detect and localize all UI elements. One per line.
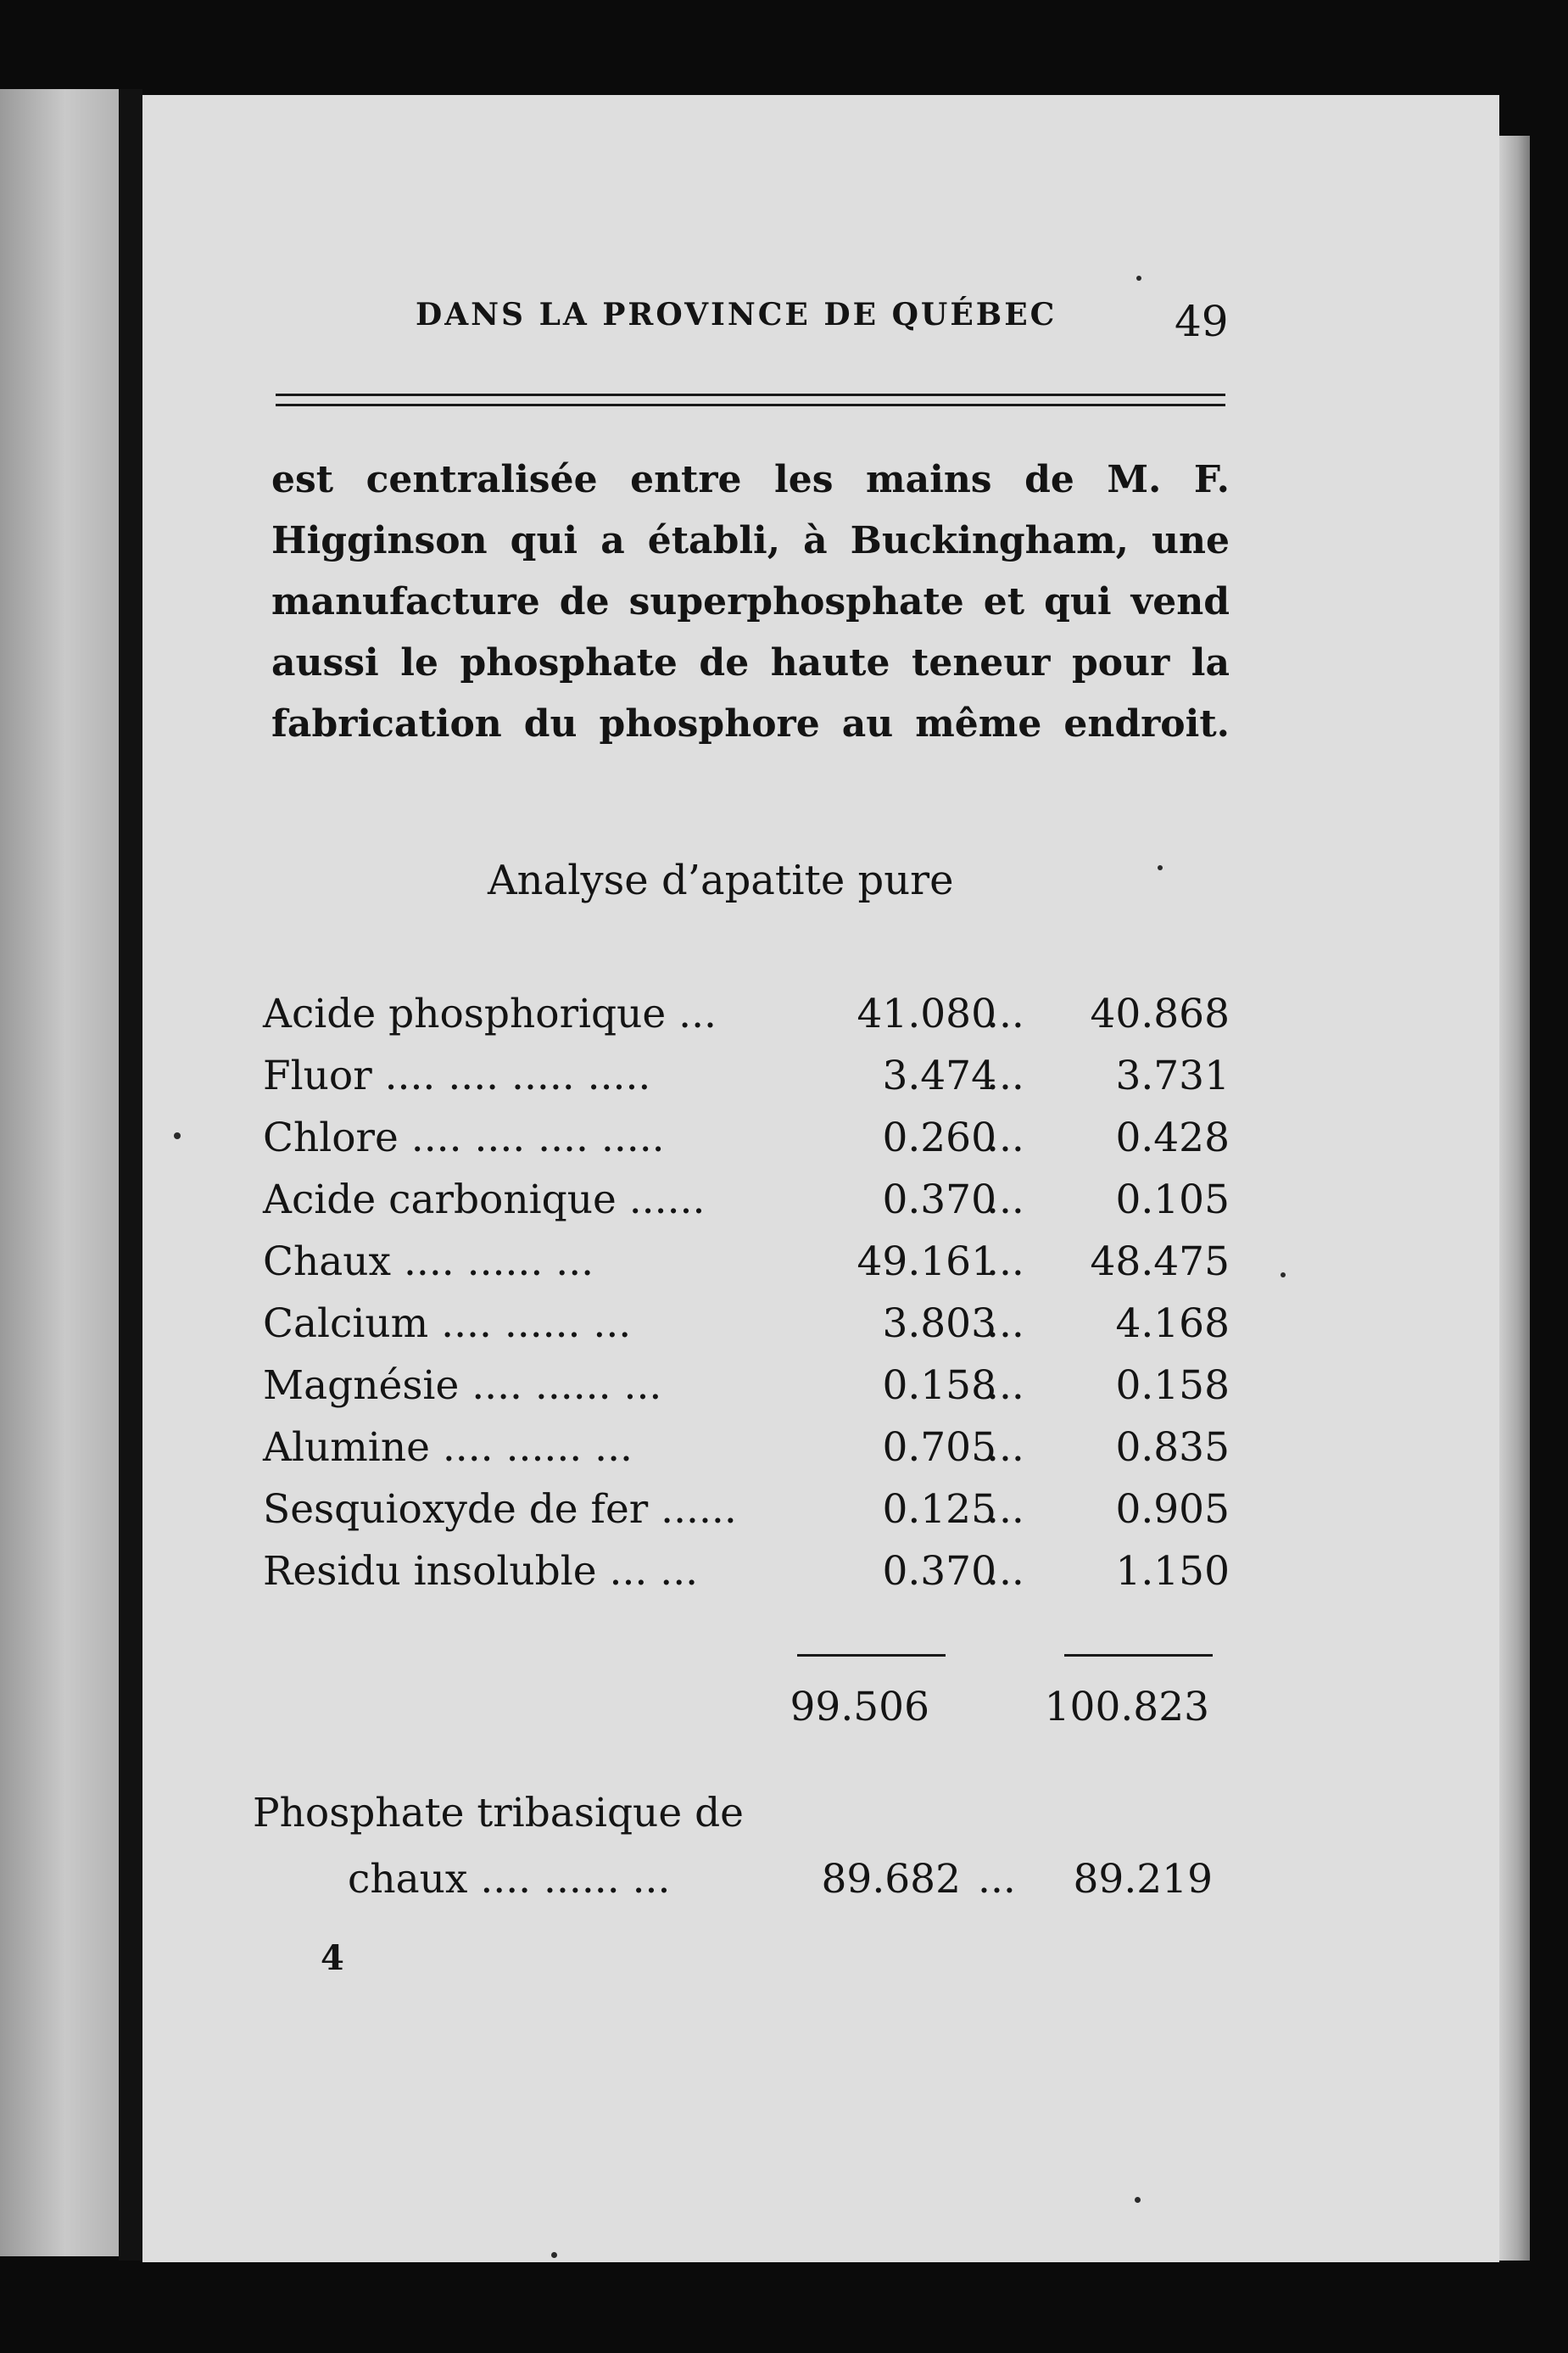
row-value-2: 1.150 xyxy=(1115,1548,1230,1595)
tribasic-value-1: 89.682 xyxy=(821,1856,961,1903)
row-label: Residu insoluble ... ... xyxy=(263,1548,699,1595)
row-separator: ... xyxy=(986,1548,1024,1595)
paragraph-line: fabrication du phosphore au même endroit. xyxy=(271,702,1230,746)
table-title: Analyse d’apatite pure xyxy=(488,857,954,904)
analysis-table xyxy=(263,991,1230,1610)
row-value-1: 0.370 xyxy=(882,1176,996,1223)
row-value-1: 0.158 xyxy=(882,1362,996,1409)
total-col1: 99.506 xyxy=(790,1684,929,1730)
page-right-edge xyxy=(1499,136,1530,2261)
row-value-2: 40.868 xyxy=(1090,991,1230,1037)
signature-mark: 4 xyxy=(321,1938,344,1978)
body-paragraph xyxy=(271,450,1230,755)
table-row xyxy=(263,1548,1230,1610)
table-row xyxy=(263,1300,1230,1362)
header-rule-bottom xyxy=(276,404,1225,406)
total-col2: 100.823 xyxy=(1044,1684,1209,1730)
row-value-1: 41.080 xyxy=(857,991,996,1037)
tribasic-separator: ... xyxy=(978,1856,1016,1903)
page-number: 49 xyxy=(1175,297,1229,346)
row-value-2: 3.731 xyxy=(1115,1053,1230,1099)
scan-speck xyxy=(1281,1272,1286,1277)
row-label: Acide phosphorique ... xyxy=(263,991,717,1037)
row-value-1: 3.474 xyxy=(882,1053,996,1099)
row-separator: ... xyxy=(986,1300,1024,1347)
sum-rule-col2 xyxy=(1064,1654,1213,1657)
row-separator: ... xyxy=(986,991,1024,1037)
row-separator: ... xyxy=(986,1053,1024,1099)
paragraph-line: Higginson qui a établi, à Buckingham, une xyxy=(271,519,1230,562)
tribasic-row xyxy=(348,1856,1213,1918)
row-separator: ... xyxy=(986,1362,1024,1409)
row-label: Chaux .... ...... ... xyxy=(263,1238,594,1285)
running-title: DANS LA PROVINCE DE QUÉBEC xyxy=(416,297,1057,333)
table-row xyxy=(263,1424,1230,1486)
table-row xyxy=(263,1115,1230,1176)
page-gutter xyxy=(119,89,142,2261)
row-separator: ... xyxy=(986,1424,1024,1471)
row-value-2: 0.905 xyxy=(1115,1486,1230,1533)
header-rule-top xyxy=(276,394,1225,396)
row-label: Acide carbonique ...... xyxy=(263,1176,706,1223)
scan-speck xyxy=(551,2252,557,2258)
table-row xyxy=(263,1053,1230,1115)
row-separator: ... xyxy=(986,1176,1024,1223)
table-row xyxy=(263,1176,1230,1238)
scan-speck xyxy=(1158,865,1163,870)
scan-speck xyxy=(174,1132,181,1139)
tribasic-label-line1: Phosphate tribasique de xyxy=(253,1790,744,1836)
paragraph-line: est centralisée entre les mains de M. F. xyxy=(271,458,1230,501)
row-label: Alumine .... ...... ... xyxy=(263,1424,633,1471)
row-value-2: 4.168 xyxy=(1115,1300,1230,1347)
row-value-1: 0.370 xyxy=(882,1548,996,1595)
row-value-2: 0.835 xyxy=(1115,1424,1230,1471)
row-value-2: 0.158 xyxy=(1115,1362,1230,1409)
row-label: Magnésie .... ...... ... xyxy=(263,1362,662,1409)
row-label: Calcium .... ...... ... xyxy=(263,1300,632,1347)
row-value-2: 0.105 xyxy=(1115,1176,1230,1223)
table-row xyxy=(263,1362,1230,1424)
paragraph-line: aussi le phosphate de haute teneur pour la xyxy=(271,641,1230,685)
previous-page-edge xyxy=(0,89,119,2256)
row-value-1: 0.125 xyxy=(882,1486,996,1533)
row-separator: ... xyxy=(986,1115,1024,1161)
row-label: Sesquioxyde de fer ...... xyxy=(263,1486,737,1533)
table-row xyxy=(263,991,1230,1053)
paragraph-line: manufacture de superphosphate et qui vend xyxy=(271,580,1230,623)
table-row xyxy=(263,1486,1230,1548)
scan-speck xyxy=(1135,2197,1141,2203)
row-value-2: 48.475 xyxy=(1090,1238,1230,1285)
row-value-2: 0.428 xyxy=(1115,1115,1230,1161)
tribasic-label-line2: chaux .... ...... ... xyxy=(348,1856,671,1903)
table-row xyxy=(263,1238,1230,1300)
tribasic-value-2: 89.219 xyxy=(1073,1856,1213,1903)
row-value-1: 3.803 xyxy=(882,1300,996,1347)
row-value-1: 0.260 xyxy=(882,1115,996,1161)
row-label: Chlore .... .... .... ..... xyxy=(263,1115,665,1161)
row-separator: ... xyxy=(986,1238,1024,1285)
scan-speck xyxy=(1136,276,1141,281)
row-label: Fluor .... .... ..... ..... xyxy=(263,1053,651,1099)
row-value-1: 49.161 xyxy=(857,1238,996,1285)
sum-rule-col1 xyxy=(797,1654,946,1657)
row-value-1: 0.705 xyxy=(882,1424,996,1471)
row-separator: ... xyxy=(986,1486,1024,1533)
